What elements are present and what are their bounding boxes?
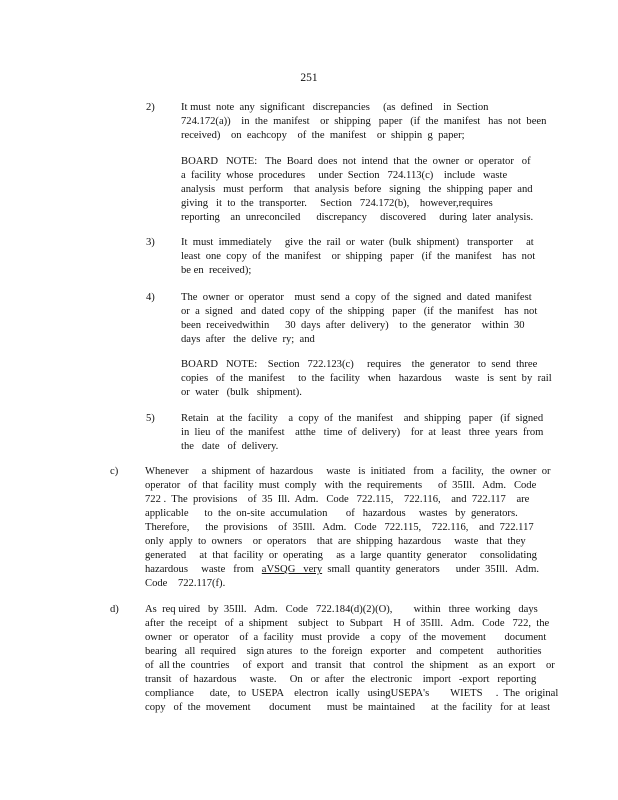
text-line: or water (bulk shipment).	[181, 387, 302, 398]
text-line: It must immediately give the rail or water (bulk shipment) transporter at	[181, 237, 534, 248]
list-marker: c)	[110, 466, 119, 477]
text-line: only apply to owners or operators that are shipping hazardous waste that they	[145, 536, 526, 547]
text-line: days after the delive ry; and	[181, 334, 315, 345]
text-line: giving it to the transporter. Section 724.172(b), however,requires	[181, 198, 493, 209]
text-line: Therefore, the provisions of 35Ill. Adm. Code 722.115, 722.116, and 722.117	[145, 522, 534, 533]
list-item-text	[145, 465, 551, 591]
text-line: Retain at the facility a copy of the manifest and shipping paper (if signed	[181, 413, 544, 424]
list-marker: 5)	[146, 413, 155, 424]
text-line: transit of hazardous waste. On or after the electronic import -export reporting	[145, 674, 537, 685]
list-marker: d)	[110, 604, 119, 615]
text-line: Whenever a shipment of hazardous waste is initiated from a facility, the owner or	[145, 466, 551, 477]
text-line: BOARD NOTE: The Board does not intend that the owner or operator of	[181, 156, 531, 167]
text-line: It must note any significant discrepancies (as defined in Section	[181, 102, 489, 113]
text-line: 722 . The provisions of 35 Ill. Adm. Code 722.115, 722.116, and 722.117 are	[145, 494, 530, 505]
text-line: least one copy of the manifest or shipping paper (if the manifest has not	[181, 251, 536, 262]
text-line: hazardous waste from aVSQG very small quantity generators under 35Ill. Adm.	[145, 564, 539, 575]
text-line: after the receipt of a shipment subject to Subpart H of 35Ill. Adm. Code 722, the	[145, 618, 550, 629]
text-line: bearing all required sign atures to the foreign exporter and competent authorities	[145, 646, 542, 657]
list-item-text	[181, 236, 535, 278]
text-line: applicable to the on-site accumulation of hazardous wastes by generators.	[145, 508, 518, 519]
text-line: operator of that facility must comply with the requirements of 35Ill. Adm. Code	[145, 480, 537, 491]
list-marker: 3)	[146, 237, 155, 248]
list-item-text	[145, 603, 558, 715]
text-line: in lieu of the manifest atthe time of delivery) for at least three years from	[181, 427, 544, 438]
text-line: The owner or operator must send a copy of the signed and dated manifest	[181, 292, 532, 303]
text-line: generated at that facility or operating as a large quantity generator consolidating	[145, 550, 537, 561]
list-item-text	[181, 291, 537, 347]
text-line: Code 722.117(f).	[145, 578, 226, 589]
text-line: analysis must perform that analysis before signing the shipping paper and	[181, 184, 533, 195]
text-line: be en received);	[181, 265, 252, 276]
text-line: 724.172(a)) in the manifest or shipping paper (if the manifest has not been	[181, 116, 547, 127]
amended-text: aVSQG very	[261, 564, 323, 575]
text-line: received) on eachcopy of the manifest or shippin g paper;	[181, 130, 465, 141]
text-line: BOARD NOTE: Section 722.123(c) requires the generator to send three	[181, 359, 538, 370]
text-line: a facility whose procedures under Section 724.113(c) include waste	[181, 170, 508, 181]
text-line: compliance date, to USEPA electron ically usingUSEPA's WIETS . The original	[145, 688, 559, 699]
text-line: the date of delivery.	[181, 441, 279, 452]
text-line: or a signed and dated copy of the shipping paper (if the manifest has not	[181, 306, 538, 317]
page-number: 251	[300, 72, 318, 84]
list-marker: 4)	[146, 292, 155, 303]
text-line: As req uired by 35Ill. Adm. Code 722.184(d)(2)(O), within three working days	[145, 604, 538, 615]
text-line: been receivedwithin 30 days after delivery) to the generator within 30	[181, 320, 525, 331]
list-marker: 2)	[146, 102, 155, 113]
text-line: of all the countries of export and transit that control the shipment as an export or	[145, 660, 555, 671]
list-item-text	[181, 412, 543, 454]
text-line: copies of the manifest to the facility when hazardous waste is sent by rail	[181, 373, 552, 384]
text-line: owner or operator of a facility must provide a copy of the movement document	[145, 632, 547, 643]
text-line: reporting an unreconciled discrepancy discovered during later analysis.	[181, 212, 534, 223]
list-item-text	[181, 101, 546, 143]
text-line: copy of the movement document must be maintained at the facility for at least	[145, 702, 551, 713]
